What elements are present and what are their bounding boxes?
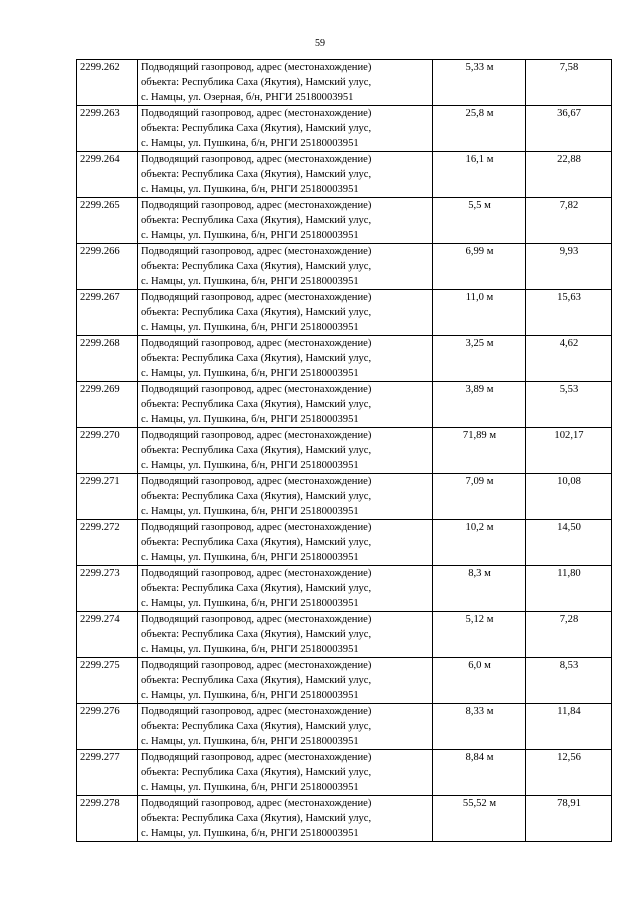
description-line: с. Намцы, ул. Пушкина, б/н, РНГИ 25180003951 bbox=[141, 230, 359, 241]
description-line: с. Намцы, ул. Пушкина, б/н, РНГИ 25180003951 bbox=[141, 782, 359, 793]
description-line: Подводящий газопровод, адрес (местонахождение) bbox=[141, 246, 372, 257]
description-line: с. Намцы, ул. Озерная, б/н, РНГИ 25180003951 bbox=[141, 92, 354, 103]
object-length: 5,33 м bbox=[433, 60, 526, 106]
description-line: с. Намцы, ул. Пушкина, б/н, РНГИ 25180003951 bbox=[141, 138, 359, 149]
object-length: 6,0 м bbox=[433, 658, 526, 704]
object-length: 3,25 м bbox=[433, 336, 526, 382]
description-line: Подводящий газопровод, адрес (местонахождение) bbox=[141, 430, 372, 441]
object-value: 102,17 bbox=[526, 428, 612, 474]
table-row bbox=[77, 474, 612, 520]
object-length: 71,89 м bbox=[433, 428, 526, 474]
table-row bbox=[77, 382, 612, 428]
object-value: 10,08 bbox=[526, 474, 612, 520]
object-length: 8,33 м bbox=[433, 704, 526, 750]
table-row bbox=[77, 704, 612, 750]
row-number: 2299.275 bbox=[77, 658, 138, 704]
description-line: Подводящий газопровод, адрес (местонахождение) bbox=[141, 476, 372, 487]
object-length: 10,2 м bbox=[433, 520, 526, 566]
description-line: Подводящий газопровод, адрес (местонахождение) bbox=[141, 292, 372, 303]
description-line: Подводящий газопровод, адрес (местонахождение) bbox=[141, 62, 372, 73]
description-line: с. Намцы, ул. Пушкина, б/н, РНГИ 25180003951 bbox=[141, 276, 359, 287]
object-length: 55,52 м bbox=[433, 796, 526, 842]
description-line: объекта: Республика Саха (Якутия), Намский улус, bbox=[141, 261, 372, 272]
object-value: 4,62 bbox=[526, 336, 612, 382]
description-line: объекта: Республика Саха (Якутия), Намский улус, bbox=[141, 215, 372, 226]
object-description bbox=[138, 612, 433, 658]
description-line: Подводящий газопровод, адрес (местонахождение) bbox=[141, 522, 372, 533]
object-description bbox=[138, 60, 433, 106]
description-line: Подводящий газопровод, адрес (местонахождение) bbox=[141, 108, 372, 119]
description-line: с. Намцы, ул. Пушкина, б/н, РНГИ 25180003951 bbox=[141, 322, 359, 333]
object-length: 8,84 м bbox=[433, 750, 526, 796]
object-description bbox=[138, 750, 433, 796]
registry-table-body bbox=[77, 60, 612, 842]
table-row bbox=[77, 152, 612, 198]
description-line: с. Намцы, ул. Пушкина, б/н, РНГИ 25180003951 bbox=[141, 828, 359, 839]
object-description bbox=[138, 428, 433, 474]
row-number: 2299.264 bbox=[77, 152, 138, 198]
description-line: Подводящий газопровод, адрес (местонахождение) bbox=[141, 706, 372, 717]
description-line: Подводящий газопровод, адрес (местонахождение) bbox=[141, 660, 372, 671]
description-line: объекта: Республика Саха (Якутия), Намский улус, bbox=[141, 123, 372, 134]
description-line: объекта: Республика Саха (Якутия), Намский улус, bbox=[141, 767, 372, 778]
table-row bbox=[77, 198, 612, 244]
row-number: 2299.278 bbox=[77, 796, 138, 842]
object-description bbox=[138, 198, 433, 244]
description-line: объекта: Республика Саха (Якутия), Намский улус, bbox=[141, 629, 372, 640]
description-line: Подводящий газопровод, адрес (местонахождение) bbox=[141, 752, 372, 763]
object-length: 7,09 м bbox=[433, 474, 526, 520]
object-description bbox=[138, 336, 433, 382]
description-line: объекта: Республика Саха (Якутия), Намский улус, bbox=[141, 813, 372, 824]
row-number: 2299.263 bbox=[77, 106, 138, 152]
object-length: 25,8 м bbox=[433, 106, 526, 152]
object-description bbox=[138, 474, 433, 520]
description-line: Подводящий газопровод, адрес (местонахождение) bbox=[141, 798, 372, 809]
row-number: 2299.272 bbox=[77, 520, 138, 566]
row-number: 2299.265 bbox=[77, 198, 138, 244]
object-length: 11,0 м bbox=[433, 290, 526, 336]
description-line: объекта: Республика Саха (Якутия), Намский улус, bbox=[141, 675, 372, 686]
object-length: 5,12 м bbox=[433, 612, 526, 658]
table-row bbox=[77, 336, 612, 382]
row-number: 2299.268 bbox=[77, 336, 138, 382]
page-number: 59 bbox=[315, 38, 325, 49]
object-length: 3,89 м bbox=[433, 382, 526, 428]
object-value: 9,93 bbox=[526, 244, 612, 290]
table-row bbox=[77, 796, 612, 842]
object-length: 16,1 м bbox=[433, 152, 526, 198]
description-line: объекта: Республика Саха (Якутия), Намский улус, bbox=[141, 491, 372, 502]
row-number: 2299.262 bbox=[77, 60, 138, 106]
row-number: 2299.266 bbox=[77, 244, 138, 290]
table-row bbox=[77, 428, 612, 474]
description-line: объекта: Республика Саха (Якутия), Намский улус, bbox=[141, 399, 372, 410]
object-value: 11,80 bbox=[526, 566, 612, 612]
object-value: 36,67 bbox=[526, 106, 612, 152]
row-number: 2299.267 bbox=[77, 290, 138, 336]
description-line: с. Намцы, ул. Пушкина, б/н, РНГИ 25180003951 bbox=[141, 690, 359, 701]
object-value: 7,82 bbox=[526, 198, 612, 244]
table-row bbox=[77, 612, 612, 658]
table-row bbox=[77, 244, 612, 290]
object-description bbox=[138, 704, 433, 750]
object-value: 78,91 bbox=[526, 796, 612, 842]
table-row bbox=[77, 658, 612, 704]
object-description bbox=[138, 290, 433, 336]
object-length: 5,5 м bbox=[433, 198, 526, 244]
table-row bbox=[77, 106, 612, 152]
object-value: 7,58 bbox=[526, 60, 612, 106]
row-number: 2299.277 bbox=[77, 750, 138, 796]
description-line: с. Намцы, ул. Пушкина, б/н, РНГИ 25180003951 bbox=[141, 598, 359, 609]
object-length: 8,3 м bbox=[433, 566, 526, 612]
object-value: 14,50 bbox=[526, 520, 612, 566]
object-description bbox=[138, 382, 433, 428]
object-value: 7,28 bbox=[526, 612, 612, 658]
table-row bbox=[77, 520, 612, 566]
object-description bbox=[138, 106, 433, 152]
description-line: объекта: Республика Саха (Якутия), Намский улус, bbox=[141, 353, 372, 364]
description-line: с. Намцы, ул. Пушкина, б/н, РНГИ 25180003951 bbox=[141, 184, 359, 195]
description-line: объекта: Республика Саха (Якутия), Намский улус, bbox=[141, 445, 372, 456]
description-line: объекта: Республика Саха (Якутия), Намский улус, bbox=[141, 77, 372, 88]
description-line: Подводящий газопровод, адрес (местонахождение) bbox=[141, 614, 372, 625]
row-number: 2299.269 bbox=[77, 382, 138, 428]
object-value: 15,63 bbox=[526, 290, 612, 336]
object-value: 12,56 bbox=[526, 750, 612, 796]
description-line: объекта: Республика Саха (Якутия), Намский улус, bbox=[141, 307, 372, 318]
description-line: с. Намцы, ул. Пушкина, б/н, РНГИ 25180003951 bbox=[141, 644, 359, 655]
description-line: с. Намцы, ул. Пушкина, б/н, РНГИ 25180003951 bbox=[141, 460, 359, 471]
row-number: 2299.271 bbox=[77, 474, 138, 520]
description-line: объекта: Республика Саха (Якутия), Намский улус, bbox=[141, 583, 372, 594]
object-value: 11,84 bbox=[526, 704, 612, 750]
description-line: с. Намцы, ул. Пушкина, б/н, РНГИ 25180003951 bbox=[141, 736, 359, 747]
object-description bbox=[138, 520, 433, 566]
row-number: 2299.276 bbox=[77, 704, 138, 750]
description-line: с. Намцы, ул. Пушкина, б/н, РНГИ 25180003951 bbox=[141, 552, 359, 563]
description-line: объекта: Республика Саха (Якутия), Намский улус, bbox=[141, 537, 372, 548]
object-description bbox=[138, 658, 433, 704]
object-description bbox=[138, 796, 433, 842]
object-value: 22,88 bbox=[526, 152, 612, 198]
object-description bbox=[138, 566, 433, 612]
object-value: 5,53 bbox=[526, 382, 612, 428]
row-number: 2299.274 bbox=[77, 612, 138, 658]
table-row bbox=[77, 290, 612, 336]
description-line: Подводящий газопровод, адрес (местонахождение) bbox=[141, 200, 372, 211]
description-line: Подводящий газопровод, адрес (местонахождение) bbox=[141, 338, 372, 349]
row-number: 2299.273 bbox=[77, 566, 138, 612]
object-description bbox=[138, 244, 433, 290]
table-row bbox=[77, 60, 612, 106]
description-line: Подводящий газопровод, адрес (местонахождение) bbox=[141, 154, 372, 165]
description-line: с. Намцы, ул. Пушкина, б/н, РНГИ 25180003951 bbox=[141, 368, 359, 379]
table-row bbox=[77, 566, 612, 612]
registry-table bbox=[76, 59, 612, 842]
object-description bbox=[138, 152, 433, 198]
description-line: объекта: Республика Саха (Якутия), Намский улус, bbox=[141, 721, 372, 732]
description-line: Подводящий газопровод, адрес (местонахождение) bbox=[141, 384, 372, 395]
table-row bbox=[77, 750, 612, 796]
row-number: 2299.270 bbox=[77, 428, 138, 474]
description-line: с. Намцы, ул. Пушкина, б/н, РНГИ 25180003951 bbox=[141, 506, 359, 517]
description-line: с. Намцы, ул. Пушкина, б/н, РНГИ 25180003951 bbox=[141, 414, 359, 425]
object-length: 6,99 м bbox=[433, 244, 526, 290]
object-value: 8,53 bbox=[526, 658, 612, 704]
description-line: объекта: Республика Саха (Якутия), Намский улус, bbox=[141, 169, 372, 180]
description-line: Подводящий газопровод, адрес (местонахождение) bbox=[141, 568, 372, 579]
